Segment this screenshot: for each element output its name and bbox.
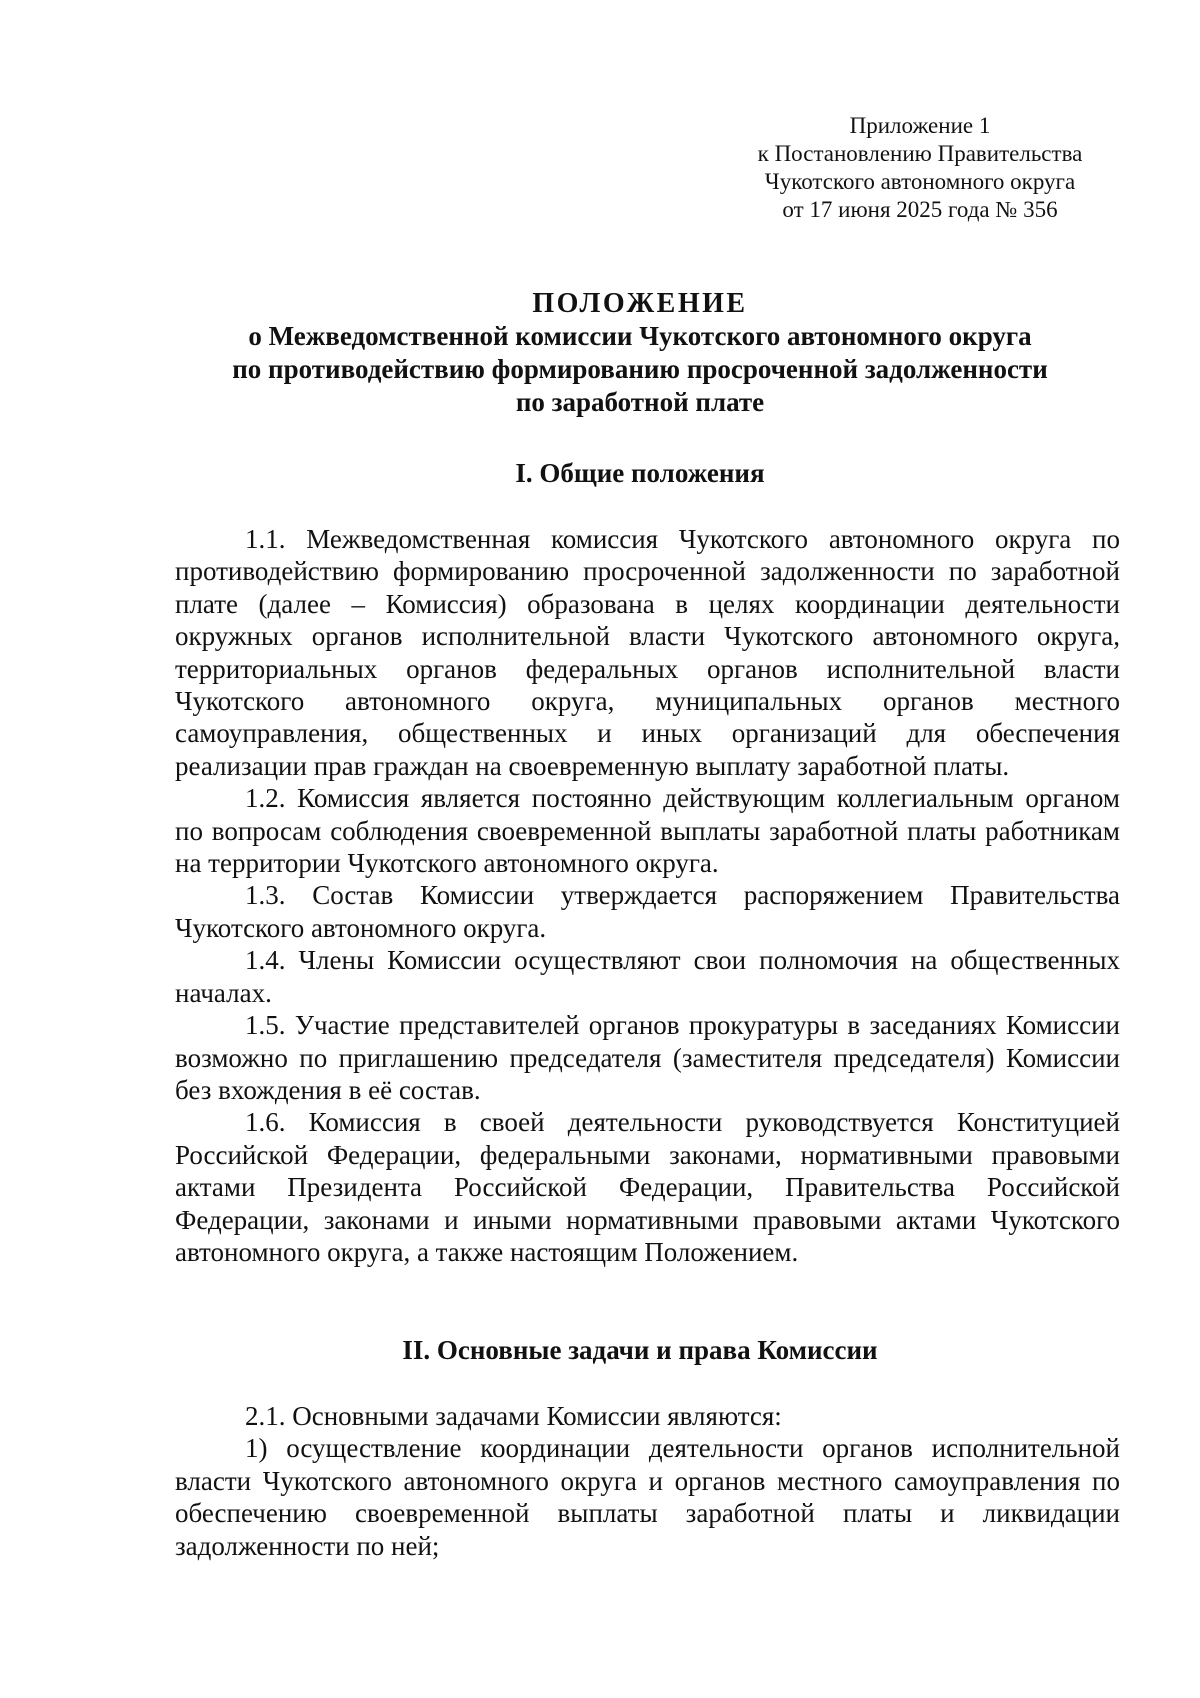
annex-line-1: Приложение 1 — [849, 113, 991, 138]
section-2-body — [175, 1400, 1120, 1562]
paragraph-2-1-item-1: 1) осуществление координации деятельности органов исполнительной власти Чукотского автономного округа и органов местного самоуправления по обеспечению своевременной выплаты заработной платы и ликвидации задолженности по ней; — [175, 1433, 1120, 1561]
paragraph-1-3: 1.3. Состав Комиссии утверждается распоряжением Правительства Чукотского автономного округа. — [175, 880, 1120, 943]
annex-header — [720, 112, 1120, 224]
title-line-2: по противодействию формированию просроченной задолженности — [232, 354, 1048, 384]
section-2-heading: II. Основные задачи и права Комиссии — [402, 1335, 878, 1365]
section-1-body — [175, 523, 1120, 1268]
title-line-3: по заработной плате — [515, 387, 765, 417]
title-line-1: о Межведомственной комиссии Чукотского автономного округа — [248, 321, 1032, 351]
paragraph-1-5: 1.5. Участие представителей органов прокуратуры в заседаниях Комиссии возможно по приглашению председателя (заместителя председателя) Комиссии без вхождения в её состав. — [175, 1010, 1120, 1105]
paragraph-1-6: 1.6. Комиссия в своей деятельности руководствуется Конституцией Российской Федерации, федеральными законами, нормативными правовыми актами Президента Российской Федерации, Правительства Российской Федерации, законами и иными нормативными правовыми актами Чукотского автономного округа, а также настоящим Положением. — [175, 1107, 1120, 1267]
document-title — [160, 287, 1120, 419]
annex-line-4: от 17 июня 2025 года № 356 — [782, 197, 1058, 222]
paragraph-1-1: 1.1. Межведомственная комиссия Чукотского автономного округа по противодействию формированию просроченной задолженности по заработной плате (далее – Комиссия) образована в целях координации деятельности окружных органов исполнительной власти Чукотского автономного округа, территориальных органов федеральных органов исполнительной власти Чукотского автономного округа, муниципальных органов местного самоуправления, общественных и иных организаций для обеспечения реализации прав граждан на своевременную выплату заработной платы. — [175, 524, 1120, 781]
annex-line-3: Чукотского автономного округа — [764, 169, 1076, 194]
paragraph-1-4: 1.4. Члены Комиссии осуществляют свои полномочия на общественных началах. — [175, 945, 1120, 1008]
annex-line-2: к Постановлению Правительства — [757, 141, 1083, 166]
title-main: ПОЛОЖЕНИЕ — [532, 288, 748, 319]
paragraph-2-1: 2.1. Основными задачами Комиссии являются: — [245, 1401, 782, 1431]
section-1-heading: I. Общие положения — [515, 458, 765, 488]
paragraph-1-2: 1.2. Комиссия является постоянно действующим коллегиальным органом по вопросам соблюдения своевременной выплаты заработной платы работникам на территории Чукотского автономного округа. — [175, 783, 1120, 879]
